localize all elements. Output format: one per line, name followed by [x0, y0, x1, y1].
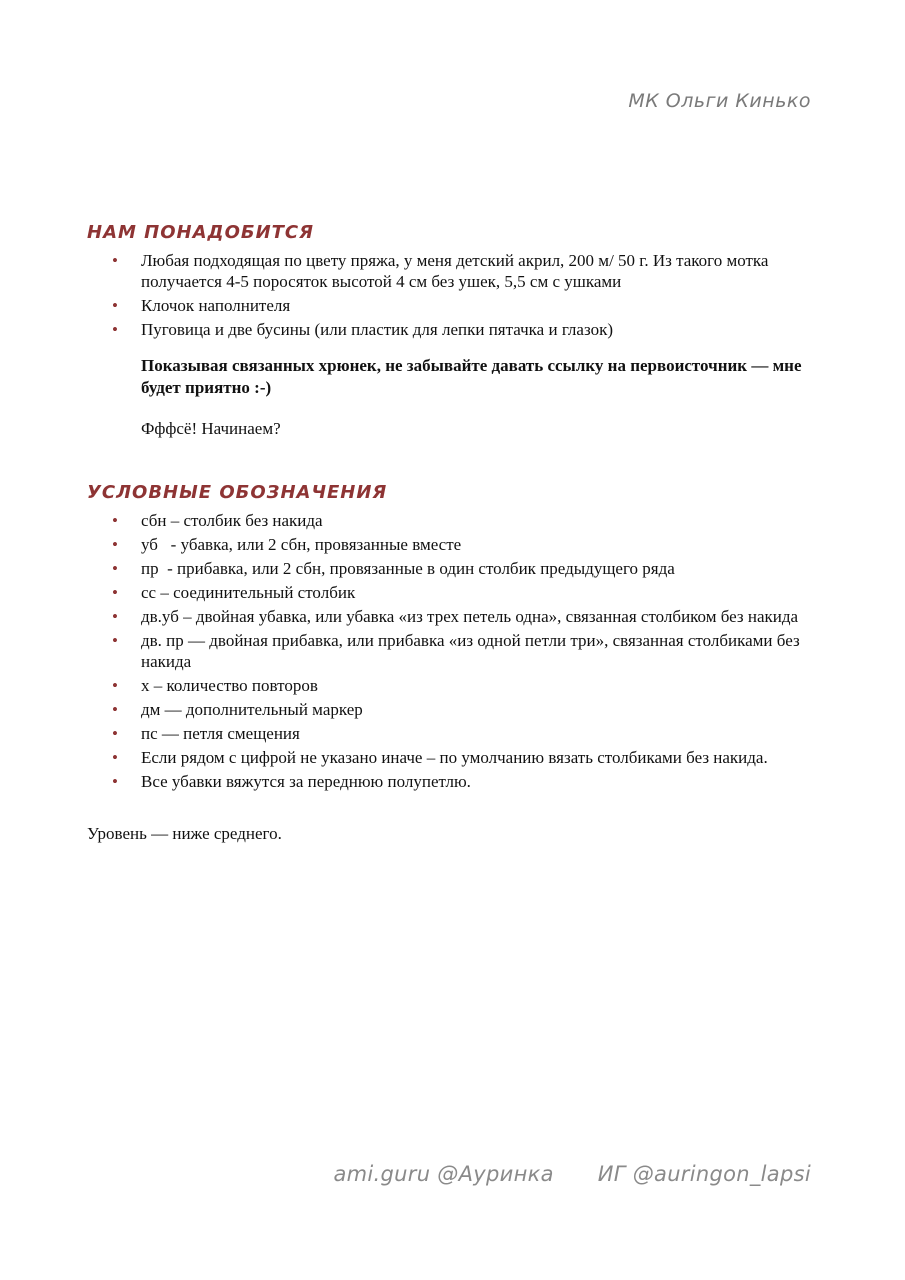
bullet-icon: • — [112, 772, 118, 791]
author-credit: МК Ольги Кинько — [628, 90, 811, 112]
list-item — [0, 295, 905, 316]
list-item-text: Любая подходящая по цвету пряжа, у меня детский акрил, 200 м/ 50 г. Из такого мотка получается 4-5 поросяток высотой 4 см без ушек, 5,5 см с ушками — [141, 251, 769, 291]
bullet-icon: • — [112, 607, 118, 626]
footer-instagram: ИГ @auringon_lapsi — [597, 1162, 811, 1186]
bullet-icon: • — [112, 535, 118, 554]
list-item — [0, 747, 905, 768]
bullet-icon: • — [112, 724, 118, 743]
legend-list — [0, 510, 905, 795]
list-item-text: пс — петля смещения — [141, 724, 300, 743]
list-item-text: Все убавки вяжутся за переднюю полупетлю. — [141, 772, 471, 791]
bullet-icon: • — [112, 559, 118, 578]
list-item-text: сс – соединительный столбик — [141, 583, 356, 602]
list-item-text: Клочок наполнителя — [141, 296, 291, 315]
list-item — [0, 771, 905, 792]
bullet-icon: • — [112, 251, 118, 270]
list-item-text: пр - прибавка, или 2 сбн, провязанные в один столбик предыдущего ряда — [141, 559, 675, 578]
needs-list — [0, 250, 905, 343]
list-item-text: дв.уб – двойная убавка, или убавка «из трех петель одна», связанная столбиком без накида — [141, 607, 799, 626]
bullet-icon: • — [112, 748, 118, 767]
list-item — [0, 558, 905, 579]
list-item — [0, 675, 905, 696]
list-item — [0, 606, 905, 627]
bullet-icon: • — [112, 296, 118, 315]
list-item — [0, 699, 905, 720]
section-title-needs: НАМ ПОНАДОБИТСЯ — [87, 222, 315, 243]
bullet-icon: • — [112, 631, 118, 650]
list-item — [0, 582, 905, 603]
list-item — [0, 630, 905, 672]
bullet-icon: • — [112, 511, 118, 530]
list-item-text: Если рядом с цифрой не указано иначе – по умолчанию вязать столбиками без накида. — [141, 748, 768, 767]
list-item-text: уб - убавка, или 2 сбн, провязанные вместе — [141, 535, 462, 554]
list-item-text: сбн – столбик без накида — [141, 511, 323, 530]
footer-site: ami.guru @Ауринка — [333, 1162, 554, 1186]
bullet-icon: • — [112, 320, 118, 339]
section-title-legend: УСЛОВНЫЕ ОБОЗНАЧЕНИЯ — [87, 482, 388, 503]
start-note: Фффсё! Начинаем? — [141, 419, 281, 438]
list-item-text: х – количество повторов — [141, 676, 318, 695]
footer-credits — [334, 1162, 812, 1186]
list-item — [0, 319, 905, 340]
attribution-note: Показывая связанных хрюнек, не забывайте давать ссылку на первоисточник — мне будет приятно :-) — [141, 356, 802, 397]
bullet-icon: • — [112, 676, 118, 695]
list-item-text: дв. пр — двойная прибавка, или прибавка «из одной петли три», связанная столбиками без накида — [141, 631, 800, 671]
list-item-text: Пуговица и две бусины (или пластик для лепки пятачка и глазок) — [141, 320, 613, 339]
list-item — [0, 250, 905, 292]
list-item — [0, 510, 905, 531]
bullet-icon: • — [112, 700, 118, 719]
list-item-text: дм — дополнительный маркер — [141, 700, 363, 719]
difficulty-level: Уровень — ниже среднего. — [87, 824, 282, 843]
list-item — [0, 534, 905, 555]
bullet-icon: • — [112, 583, 118, 602]
list-item — [0, 723, 905, 744]
